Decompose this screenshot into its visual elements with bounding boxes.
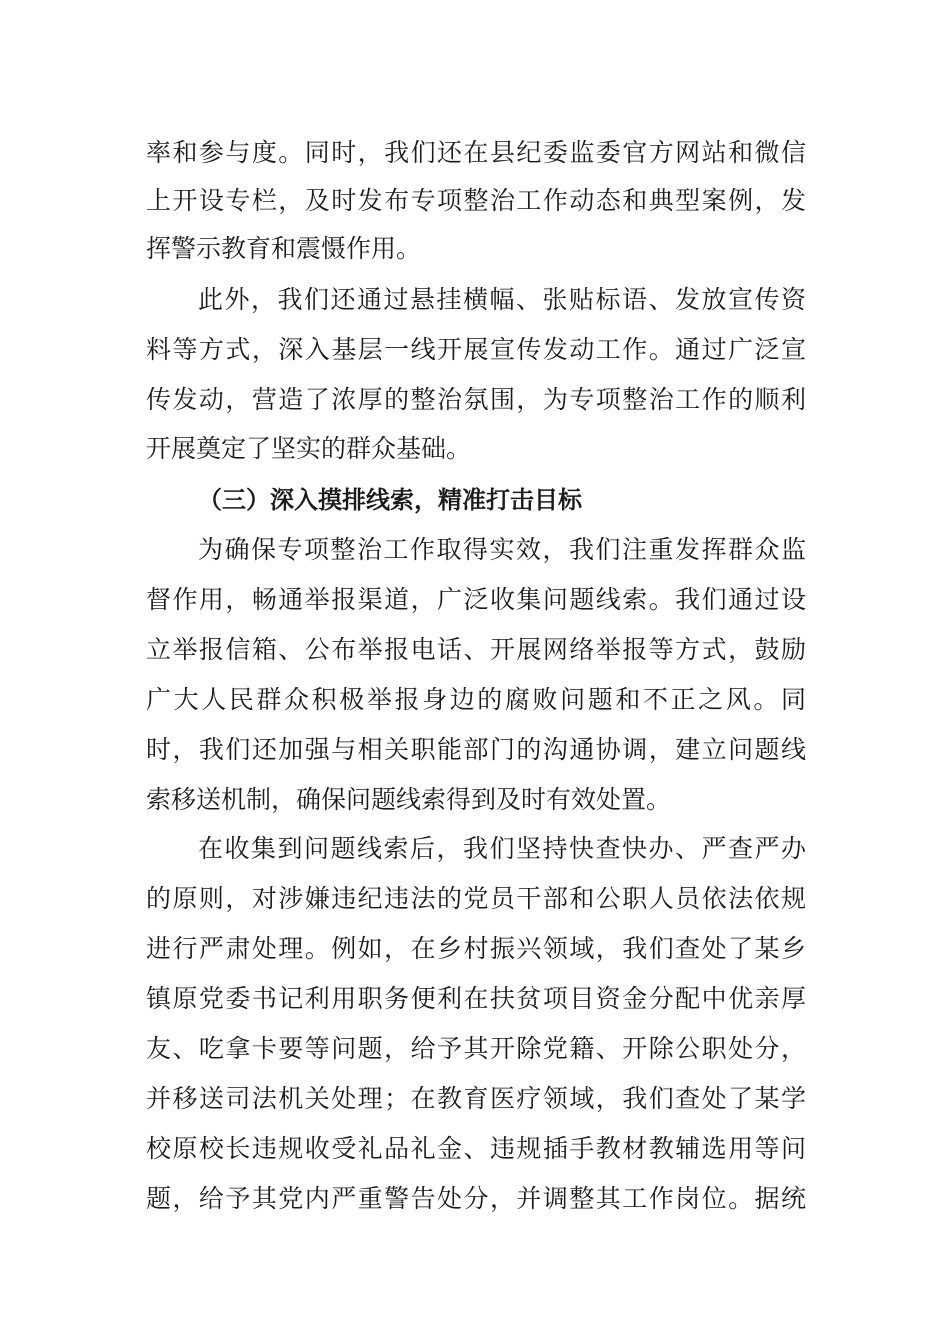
text-line: 题，给予其党内严重警告处分，并调整其工作岗位。据统 bbox=[146, 1184, 806, 1213]
text-line: 上开设专栏，及时发布专项整治工作动态和典型案例，发 bbox=[146, 186, 806, 215]
text-line: 进行严肃处理。例如，在乡村振兴领域，我们查处了某乡 bbox=[146, 934, 806, 963]
text-line: 索移送机制，确保问题线索得到及时有效处置。 bbox=[146, 785, 672, 814]
section-heading: （三）深入摸排线索，精准打击目标 bbox=[198, 486, 582, 514]
text-line: 为确保专项整治工作取得实效，我们注重发挥群众监 bbox=[198, 535, 806, 564]
text-line: 督作用，畅通举报渠道，广泛收集问题线索。我们通过设 bbox=[146, 585, 806, 614]
text-line: 率和参与度。同时，我们还在县纪委监委官方网站和微信 bbox=[146, 138, 806, 167]
text-line: 并移送司法机关处理；在教育医疗领域，我们查处了某学 bbox=[146, 1084, 806, 1113]
text-line: 此外，我们还通过悬挂横幅、张贴标语、发放宣传资 bbox=[198, 285, 806, 314]
text-line: 料等方式，深入基层一线开展宣传发动工作。通过广泛宣 bbox=[146, 335, 806, 364]
text-line: 广大人民群众积极举报身边的腐败问题和不正之风。同 bbox=[146, 685, 806, 714]
text-line: 时，我们还加强与相关职能部门的沟通协调，建立问题线 bbox=[146, 735, 806, 764]
text-line: 镇原党委书记利用职务便利在扶贫项目资金分配中优亲厚 bbox=[146, 984, 806, 1013]
text-line: 立举报信箱、公布举报电话、开展网络举报等方式，鼓励 bbox=[146, 635, 806, 664]
text-line: 友、吃拿卡要等问题，给予其开除党籍、开除公职处分， bbox=[146, 1034, 806, 1063]
text-line: 的原则，对涉嫌违纪违法的党员干部和公职人员依法依规 bbox=[146, 884, 806, 913]
text-line: 开展奠定了坚实的群众基础。 bbox=[146, 434, 472, 463]
text-line: 校原校长违规收受礼品礼金、违规插手教材教辅选用等问 bbox=[146, 1134, 806, 1163]
text-line: 挥警示教育和震慑作用。 bbox=[146, 234, 422, 263]
text-line: 传发动，营造了浓厚的整治氛围，为专项整治工作的顺利 bbox=[146, 385, 806, 414]
text-line: 在收集到问题线索后，我们坚持快查快办、严查严办 bbox=[198, 834, 806, 863]
